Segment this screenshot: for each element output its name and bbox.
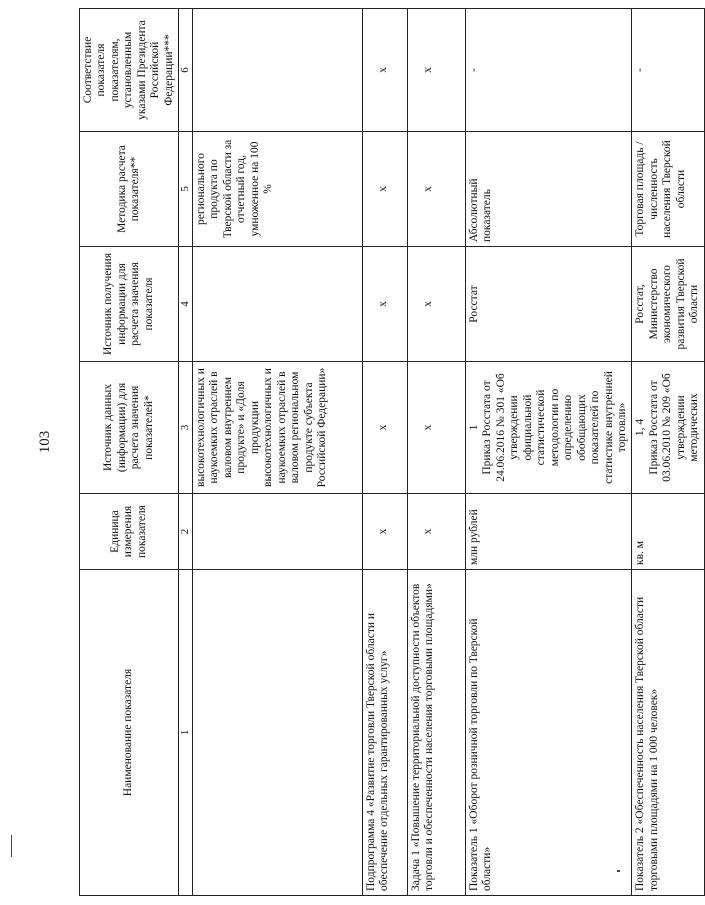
data-source-cell: x [408,362,466,494]
info-source-cell: Росстат, Министерство экономического развития Тверской области [632,247,704,362]
source-number: 1, 4 [634,418,647,437]
column-number: 6 [179,9,193,132]
source-text: Приказ Росстата от 24.06.2016 № 301 «Об утверждении официальной статистической методологии по определению обобщающих показателей по статистике внутренней торговли» [481,371,629,484]
header-cell: Источник данных (информации) для расчета значения показателей* [80,362,179,494]
decree-match-cell: x [363,9,408,132]
info-source-cell: Росстат [466,247,632,362]
method-cell: регионального продукта по Тверской области за отчетный год, умноженное на 100 % [193,132,363,247]
indicator-name [193,570,363,896]
table-row [193,9,363,896]
info-source-cell: x [408,247,466,362]
header-cell: Соответствие показателя показателям, установленным указами Президента Российской Федерации*** [80,9,179,132]
info-source-cell [193,247,363,362]
table-row [363,9,408,896]
column-number: 5 [179,132,193,247]
decree-match-cell: - [466,9,632,132]
indicator-name: Показатель 2 «Обеспеченность населения Тверской области торговыми площадями на 1 000 человек» [632,570,704,896]
unit-cell: млн рублей [466,494,632,570]
header-cell: Источник получения информации для расчета значения показателя [80,247,179,362]
unit-cell: кв. м [632,494,704,570]
column-number-row [179,9,193,896]
data-source-cell: высокотехнологичных и наукоемких отраслей в валовом внутреннем продукте» и «Доля продукции высокотехнологичных и наукоемких отраслей в валовом региональном продукте субъекта Российской Федерации» [193,362,363,494]
table-row [632,9,704,896]
column-number: 3 [179,362,193,494]
scan-mark [11,835,12,857]
header-cell: Единица измерения показателя [80,494,179,570]
unit-cell: x [408,494,466,570]
header-row [80,9,179,896]
table-row [466,9,632,896]
page-number: 103 [37,430,53,454]
method-cell: x [408,132,466,247]
method-cell: Торговая площадь / численность населения Тверской области [632,132,704,247]
data-source-cell: x [363,362,408,494]
info-source-cell: x [363,247,408,362]
data-source-cell [466,362,632,494]
column-number: 4 [179,247,193,362]
decree-match-cell: - [632,9,704,132]
column-number: 2 [179,494,193,570]
decree-match-cell [193,9,363,132]
indicator-name: Подпрограмма 4 «Развитие торговли Тверской области и обеспечение отдельных гарантированных услуг» [363,570,408,896]
unit-cell [193,494,363,570]
header-cell: Наименование показателя [80,570,179,896]
header-cell: Методика расчета показателя** [80,132,179,247]
method-cell: Абсолютный показатель [466,132,632,247]
source-text: Приказ Росстата от 03.06.2010 № 209 «Об утверждении методических [647,373,701,482]
column-number: 1 [179,570,193,896]
table-row [408,9,466,896]
decree-match-cell: x [408,9,466,132]
indicator-name: Показатель 1 «Оборот розничной торговли по Тверской области» [466,570,632,896]
indicator-name: Задача 1 «Повышение территориальной доступности объектов торговли и обеспеченности населения торговыми площадями» [408,570,466,896]
method-cell: x [363,132,408,247]
rotated-table-wrapper [79,9,701,896]
source-number: 1 [468,424,481,431]
unit-cell: x [363,494,408,570]
indicators-table [79,8,705,896]
data-source-cell [632,362,704,494]
